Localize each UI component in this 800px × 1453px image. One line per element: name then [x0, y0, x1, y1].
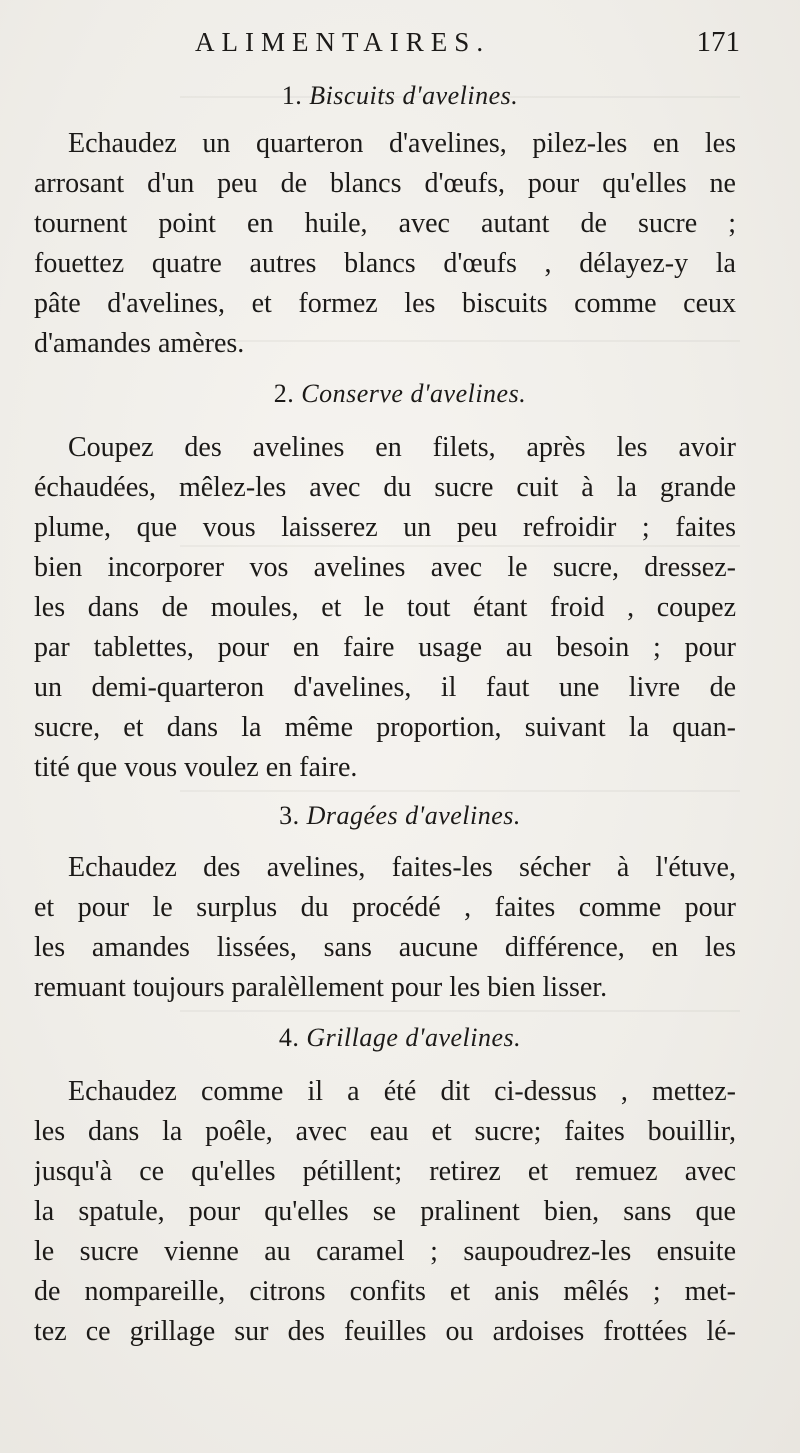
- section-dragees: [0, 796, 800, 836]
- text-line: jusqu'à ce qu'elles pétillent; retirez et remuez avec: [34, 1156, 736, 1187]
- section-body-conserve: [34, 428, 736, 788]
- section-body-grillage: [34, 1072, 736, 1352]
- text-line: tité que vous voulez en faire.: [34, 752, 358, 783]
- text-line: bien incorporer vos avelines avec le sucre, dressez-: [34, 552, 736, 583]
- section-heading: [0, 374, 800, 414]
- text-line: le sucre vienne au caramel ; saupoudrez-les ensuite: [34, 1236, 736, 1267]
- section-body-dragees: [34, 848, 736, 1008]
- text-line: de nompareille, citrons confits et anis mêlés ; met-: [34, 1276, 736, 1307]
- text-line: pâte d'avelines, et formez les biscuits comme ceux: [34, 288, 736, 319]
- running-head: [0, 22, 800, 62]
- text-line: plume, que vous laisserez un peu refroidir ; faites: [34, 512, 736, 543]
- text-line: remuant toujours paralèllement pour les bien lisser.: [34, 972, 608, 1003]
- text-line: d'amandes amères.: [34, 328, 245, 359]
- text-line: les amandes lissées, sans aucune différence, en les: [34, 932, 736, 963]
- text-line: Coupez des avelines en filets, après les avoir: [68, 432, 736, 463]
- text-line: sucre, et dans la même proportion, suivant la quan-: [34, 712, 736, 743]
- bleed-through-line: [180, 790, 740, 792]
- text-line: tournent point en huile, avec autant de sucre ;: [34, 208, 736, 239]
- section-heading: [0, 1018, 800, 1058]
- text-line: échaudées, mêlez-les avec du sucre cuit à la grande: [34, 472, 736, 503]
- text-line: fouettez quatre autres blancs d'œufs , délayez-y la: [34, 248, 736, 279]
- section-number: 2.: [273, 379, 295, 408]
- text-line: Echaudez comme il a été dit ci-dessus , mettez-: [68, 1076, 736, 1107]
- section-number: 4.: [278, 1023, 300, 1052]
- section-conserve: [0, 374, 800, 414]
- running-title: ALIMENTAIRES.: [195, 27, 491, 57]
- text-line: tez ce grillage sur des feuilles ou ardoises frottées lé-: [34, 1316, 736, 1347]
- section-title: Conserve d'avelines.: [301, 379, 527, 408]
- text-line: un demi-quarteron d'avelines, il faut une livre de: [34, 672, 736, 703]
- section-heading: [0, 796, 800, 836]
- text-line: Echaudez un quarteron d'avelines, pilez-les en les: [68, 128, 736, 159]
- text-line: Echaudez des avelines, faites-les sécher à l'étuve,: [68, 852, 736, 883]
- section-body-biscuits: [34, 124, 736, 364]
- section-title: Grillage d'avelines.: [306, 1023, 522, 1052]
- text-line: les dans la poêle, avec eau et sucre; faites bouillir,: [34, 1116, 736, 1147]
- text-line: et pour le surplus du procédé , faites comme pour: [34, 892, 736, 923]
- text-line: les dans de moules, et le tout étant froid , coupez: [34, 592, 736, 623]
- text-line: arrosant d'un peu de blancs d'œufs, pour qu'elles ne: [34, 168, 736, 199]
- section-number: 1.: [281, 81, 303, 110]
- text-line: par tablettes, pour en faire usage au besoin ; pour: [34, 632, 736, 663]
- section-heading: [0, 76, 800, 116]
- page-number: 171: [696, 26, 740, 58]
- section-title: Dragées d'avelines.: [306, 801, 521, 830]
- section-grillage: [0, 1018, 800, 1058]
- text-line: la spatule, pour qu'elles se pralinent bien, sans que: [34, 1196, 736, 1227]
- section-number: 3.: [279, 801, 300, 830]
- section-biscuits: [0, 76, 800, 116]
- section-title: Biscuits d'avelines.: [309, 81, 519, 110]
- bleed-through-line: [180, 1010, 740, 1012]
